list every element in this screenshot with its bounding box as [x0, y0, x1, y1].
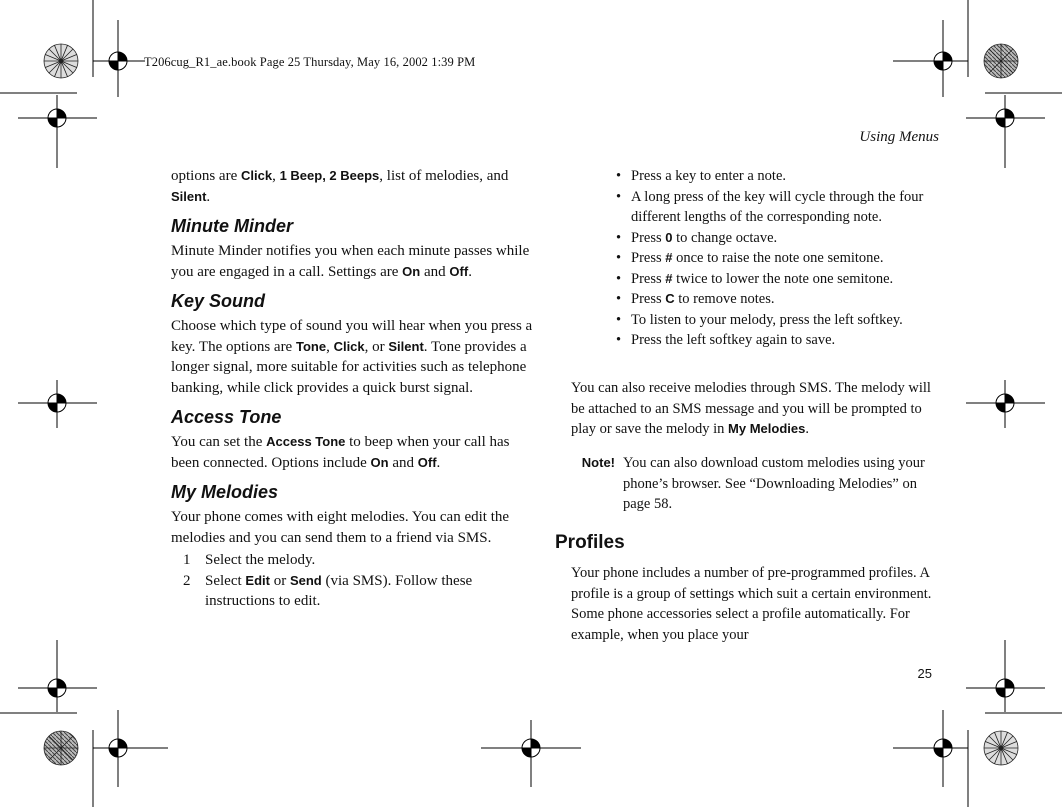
registration-mark-top-right-inner — [893, 20, 968, 97]
running-header: T206cug_R1_ae.book Page 25 Thursday, May 16, 2002 1:39 PM — [144, 55, 476, 69]
heading-access-tone: Access Tone — [171, 407, 282, 427]
my-melodies-paragraph: Your phone comes with eight melodies. You can edit the melodies and you can send them to a friend via SMS. — [171, 509, 510, 546]
registration-mark-right-top — [966, 95, 1045, 168]
list-item: 1 Select the melody. — [183, 552, 316, 568]
registration-mark-right-mid — [966, 380, 1045, 428]
star-target-top-left — [44, 44, 78, 78]
key-sound-paragraph: Choose which type of sound you will hear when you press a key. The options are Tone, Click, or Silent. Tone provides a longer signal, more suitable for activities such as telephone banking, while click provides a quick burst signal. — [171, 318, 533, 396]
registration-mark-bottom-right-inner — [893, 710, 968, 787]
list-item: • Press a key to enter a note. — [616, 168, 787, 184]
profiles-paragraph: Your phone includes a number of pre-programmed profiles. A profile is a group of settings which suit a certain environment. Some phone accessories select a profile automatically. For example, when you place your — [571, 565, 932, 643]
list-item: • A long press of the key will cycle through the four different lengths of the corresponding note. — [616, 188, 924, 225]
note-label: Note! — [581, 455, 615, 470]
star-target-bottom-left — [44, 731, 78, 765]
page-header: Using Menus — [859, 129, 939, 145]
heading-key-sound: Key Sound — [171, 291, 266, 311]
registration-mark-right-bottom — [966, 640, 1045, 712]
page-number: 25 — [917, 666, 932, 681]
note-box — [571, 453, 939, 515]
list-item: • Press # once to raise the note one semitone. — [616, 250, 884, 266]
minute-minder-paragraph: Minute Minder notifies you when each minute passes while you are engaged in a call. Settings are On and Off. — [171, 243, 530, 280]
list-item: • Press # twice to lower the note one semitone. — [616, 270, 894, 287]
list-item: 2 Select Edit or Send (via SMS). Follow these instructions to edit. — [183, 572, 473, 609]
options-paragraph: options are Click, 1 Beep, 2 Beeps, list of melodies, and Silent. — [171, 168, 509, 205]
heading-minute-minder: Minute Minder — [171, 216, 293, 236]
sms-paragraph: You can also receive melodies through SMS. The melody will be attached to an SMS message and you will be prompted to play or save the melody in My Melodies. — [571, 380, 931, 437]
registration-mark-bottom-left-inner — [93, 710, 168, 787]
melody-steps-list — [171, 550, 535, 612]
registration-mark-left-mid — [18, 380, 97, 428]
access-tone-paragraph: You can set the Access Tone to beep when your call has been connected. Options include On and Off. — [171, 434, 510, 471]
note-text: You can also download custom melodies using your phone’s browser. See “Downloading Melodies” on page 58. — [623, 455, 925, 512]
melody-edit-bullets — [613, 166, 938, 351]
star-target-top-right — [984, 44, 1018, 78]
list-item: • To listen to your melody, press the left softkey. — [616, 311, 903, 328]
heading-profiles: Profiles — [555, 532, 625, 553]
star-target-bottom-right — [984, 731, 1018, 765]
heading-my-melodies: My Melodies — [171, 482, 279, 502]
bullet-column — [613, 166, 938, 351]
left-column — [171, 166, 535, 612]
registration-mark-left-bottom — [18, 640, 97, 712]
list-item: • Press C to remove notes. — [616, 291, 775, 307]
registration-mark-left-top — [18, 95, 97, 168]
list-item: • Press the left softkey again to save. — [616, 332, 836, 348]
list-item: • Press 0 to change octave. — [616, 229, 778, 246]
